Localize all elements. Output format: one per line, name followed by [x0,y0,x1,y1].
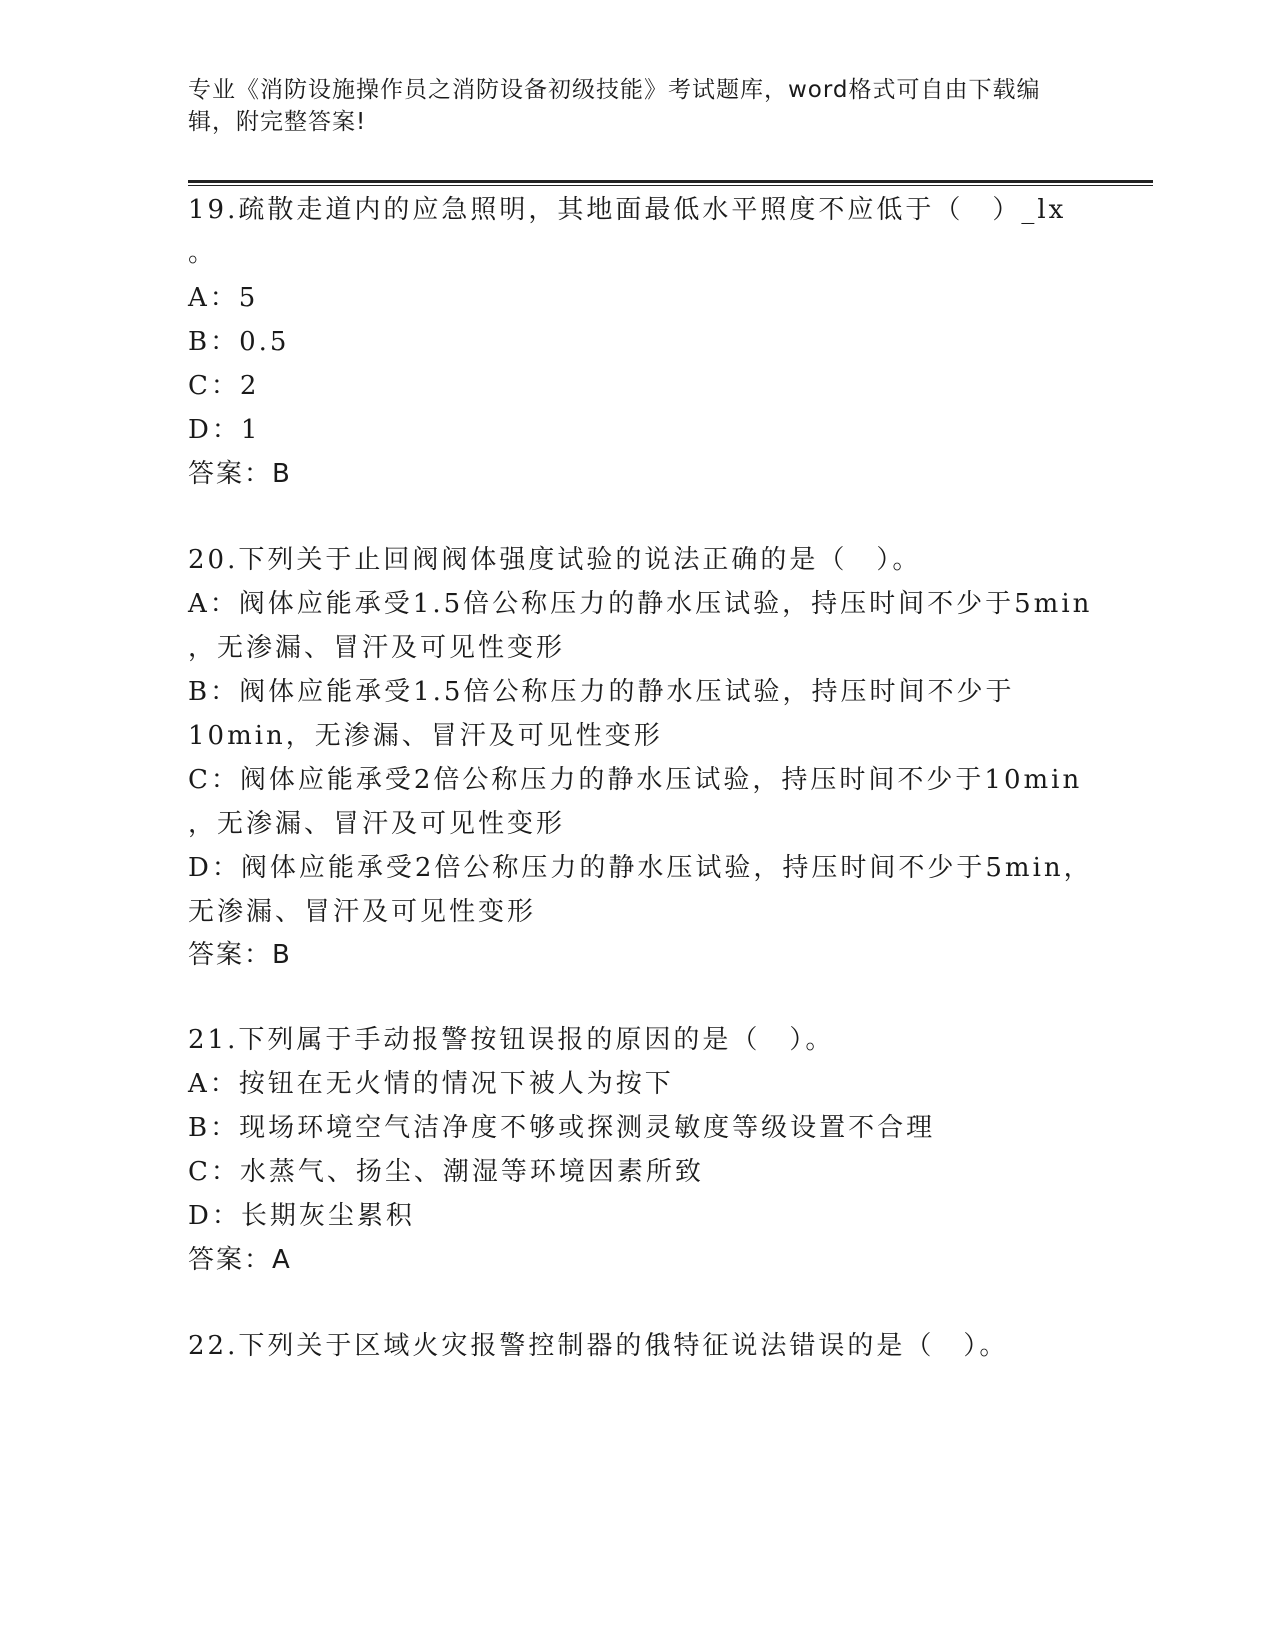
document-header [188,74,1088,138]
question-19-answer: 答案：B [188,459,292,489]
question-21-option-a: A：按钮在无火情的情况下被人为按下 [188,1069,674,1099]
question-19-option-a: A：5 [188,283,259,313]
question-19-stem: 19.疏散走道内的应急照明，其地面最低水平照度不应低于（ ）_lx [188,195,1067,225]
question-21-option-c: C：水蒸气、扬尘、潮湿等环境因素所致 [188,1157,704,1187]
question-20-option-c: C：阀体应能承受2倍公称压力的静水压试验，持压时间不少于10min [188,765,1083,795]
question-19-option-c: C：2 [188,371,260,401]
header-line-2: 辑，附完整答案! [188,109,367,135]
question-20-option-a-cont: ，无渗漏、冒汗及可见性变形 [188,633,566,663]
question-21-answer: 答案：A [188,1245,292,1275]
question-21-option-b: B：现场环境空气洁净度不够或探测灵敏度等级设置不合理 [188,1113,936,1143]
question-20-option-d-cont: 无渗漏、冒汗及可见性变形 [188,897,537,927]
question-22-stem: 22.下列关于区域火灾报警控制器的俄特征说法错误的是（ ）。 [188,1331,1009,1361]
question-19-option-b: B：0.5 [188,327,290,357]
question-20-stem: 20.下列关于止回阀阀体强度试验的说法正确的是（ ）。 [188,545,922,575]
header-rule-thin [188,185,1153,186]
question-20-option-c-cont: ，无渗漏、冒汗及可见性变形 [188,809,566,839]
question-21-stem: 21.下列属于手动报警按钮误报的原因的是（ ）。 [188,1025,835,1055]
question-20-option-b: B：阀体应能承受1.5倍公称压力的静水压试验，持压时间不少于 [188,677,1015,707]
question-19-option-d: D：1 [188,415,261,445]
question-20-answer: 答案：B [188,940,292,970]
question-19-stem-cont: 。 [188,238,218,268]
question-20-option-a: A：阀体应能承受1.5倍公称压力的静水压试验，持压时间不少于5min [188,589,1093,619]
header-line-1: 专业《消防设施操作员之消防设备初级技能》考试题库，word格式可自由下载编 [188,77,1041,103]
question-21-option-d: D：长期灰尘累积 [188,1201,415,1231]
question-20-option-b-cont: 10min，无渗漏、冒汗及可见性变形 [188,721,663,751]
header-rule-thick [188,180,1153,183]
question-20-option-d: D：阀体应能承受2倍公称压力的静水压试验，持压时间不少于5min， [188,853,1093,883]
